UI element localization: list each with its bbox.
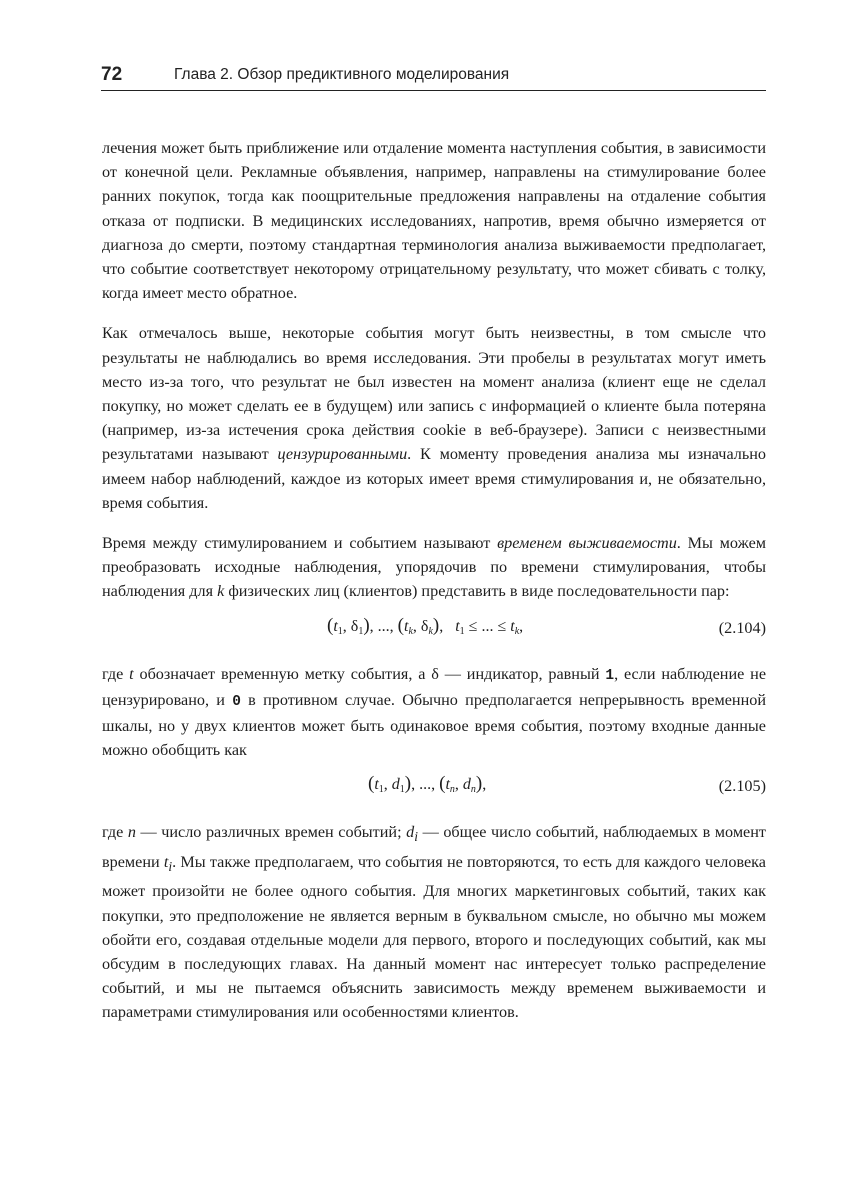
- var-k: k: [217, 582, 225, 601]
- var-t-i: t: [163, 852, 169, 871]
- var-delta: δ: [431, 664, 439, 683]
- term-censored: цензурированными: [277, 445, 408, 464]
- paragraph-5: где n — число различных времен событий; $d_i$ — общее число событий, наблюдаемых в момент времени $t_i$. Мы также предполагаем, что события не повторяются, то есть для каждого человека может произойти не более одного события. Для многих маркетинговых событий, таких как покупки, это предположение не является верным в буквальном смысле, но обычно мы можем обойти его, создавая отдельные модели для первого, второго и последующих событий, как мы обсудим в последующих главах. На данный момент нас интересует только распределение событий, и мы не пытаемся объяснить зависимость между временем выживаемости и параметрами стимулирования или особенностями клиентов.: [102, 823, 766, 1022]
- paragraph-3: Время между стимулированием и событием называют временем выживаемости. Мы можем преобразовать исходные наблюдения, упорядочив по времени стимулирования, чтобы наблюдения для k физических лиц (клиентов) представить в виде последовательности пар:: [102, 534, 766, 601]
- var-d: d: [406, 823, 415, 842]
- paragraph-4: где t обозначает временную метку события, а δ — индикатор, равный 1, если наблюдение не цензурировано, и 0 в противном случае. Обычно предполагается непрерывность временной шкалы, но у двух клиентов может быть одинаковое время события, поэтому входные данные можно обобщить как: [102, 664, 766, 760]
- equation-2-104-expression: ($t_1$, $\delta_1$), ..., ($t_k$, $\delta_k$), $t_1$ ≤ ... ≤ $t_k$,: [327, 614, 524, 637]
- equation-number: (2.104): [718, 618, 766, 637]
- equation-2-104: [102, 608, 766, 648]
- code-one: 1: [605, 667, 615, 684]
- chapter-title: Глава 2. Обзор предиктивного моделирования: [174, 66, 510, 83]
- body-text: [102, 136, 766, 1041]
- page-number: 72: [101, 64, 123, 85]
- equation-number: (2.105): [718, 777, 766, 796]
- equation-2-105-expression: ($t_1$, $d_1$), ..., ($t_n$, $d_n$),: [368, 773, 487, 796]
- equation-2-105: [102, 766, 766, 806]
- paragraph-1: лечения может быть приближение или отдаление момента наступления события, в зависимости от конечной цели. Рекламные объявления, например, направлены на стимулирование более ранних покупок, тогда как поощрительные предложения направлены на отдаление события отказа от подписки. В медицинских исследованиях, напротив, время обычно измеряется от диагноза до смерти, поэтому стандартная терминология анализа выживаемости предполагает, что событие соответствует некоторому отрицательному результату, что может сбивать с толку, когда имеет место обратное.: [102, 139, 766, 303]
- term-survival-time: временем выживаемости: [497, 534, 677, 553]
- running-header: [101, 60, 766, 91]
- var-t: t: [129, 664, 134, 683]
- code-zero: 0: [232, 693, 241, 710]
- paragraph-2: Как отмечалось выше, некоторые события могут быть неизвестны, в том смысле что результаты не наблюдались во время исследования. Эти пробелы в результатах могут иметь место из-за того, что результат не был известен на момент анализа (клиент еще не сделал покупку, но может сделать ее в будущем) или запись с информацией о клиенте была потеряна (например, из-за истечения срока действия cookie в веб-браузере). Записи с неизвестными результатами называют цензурированными. К моменту проведения анализа мы изначально имеем набор наблюдений, каждое из которых имеет время стимулирования и, не обязательно, время события.: [102, 324, 766, 512]
- var-n: n: [127, 823, 136, 842]
